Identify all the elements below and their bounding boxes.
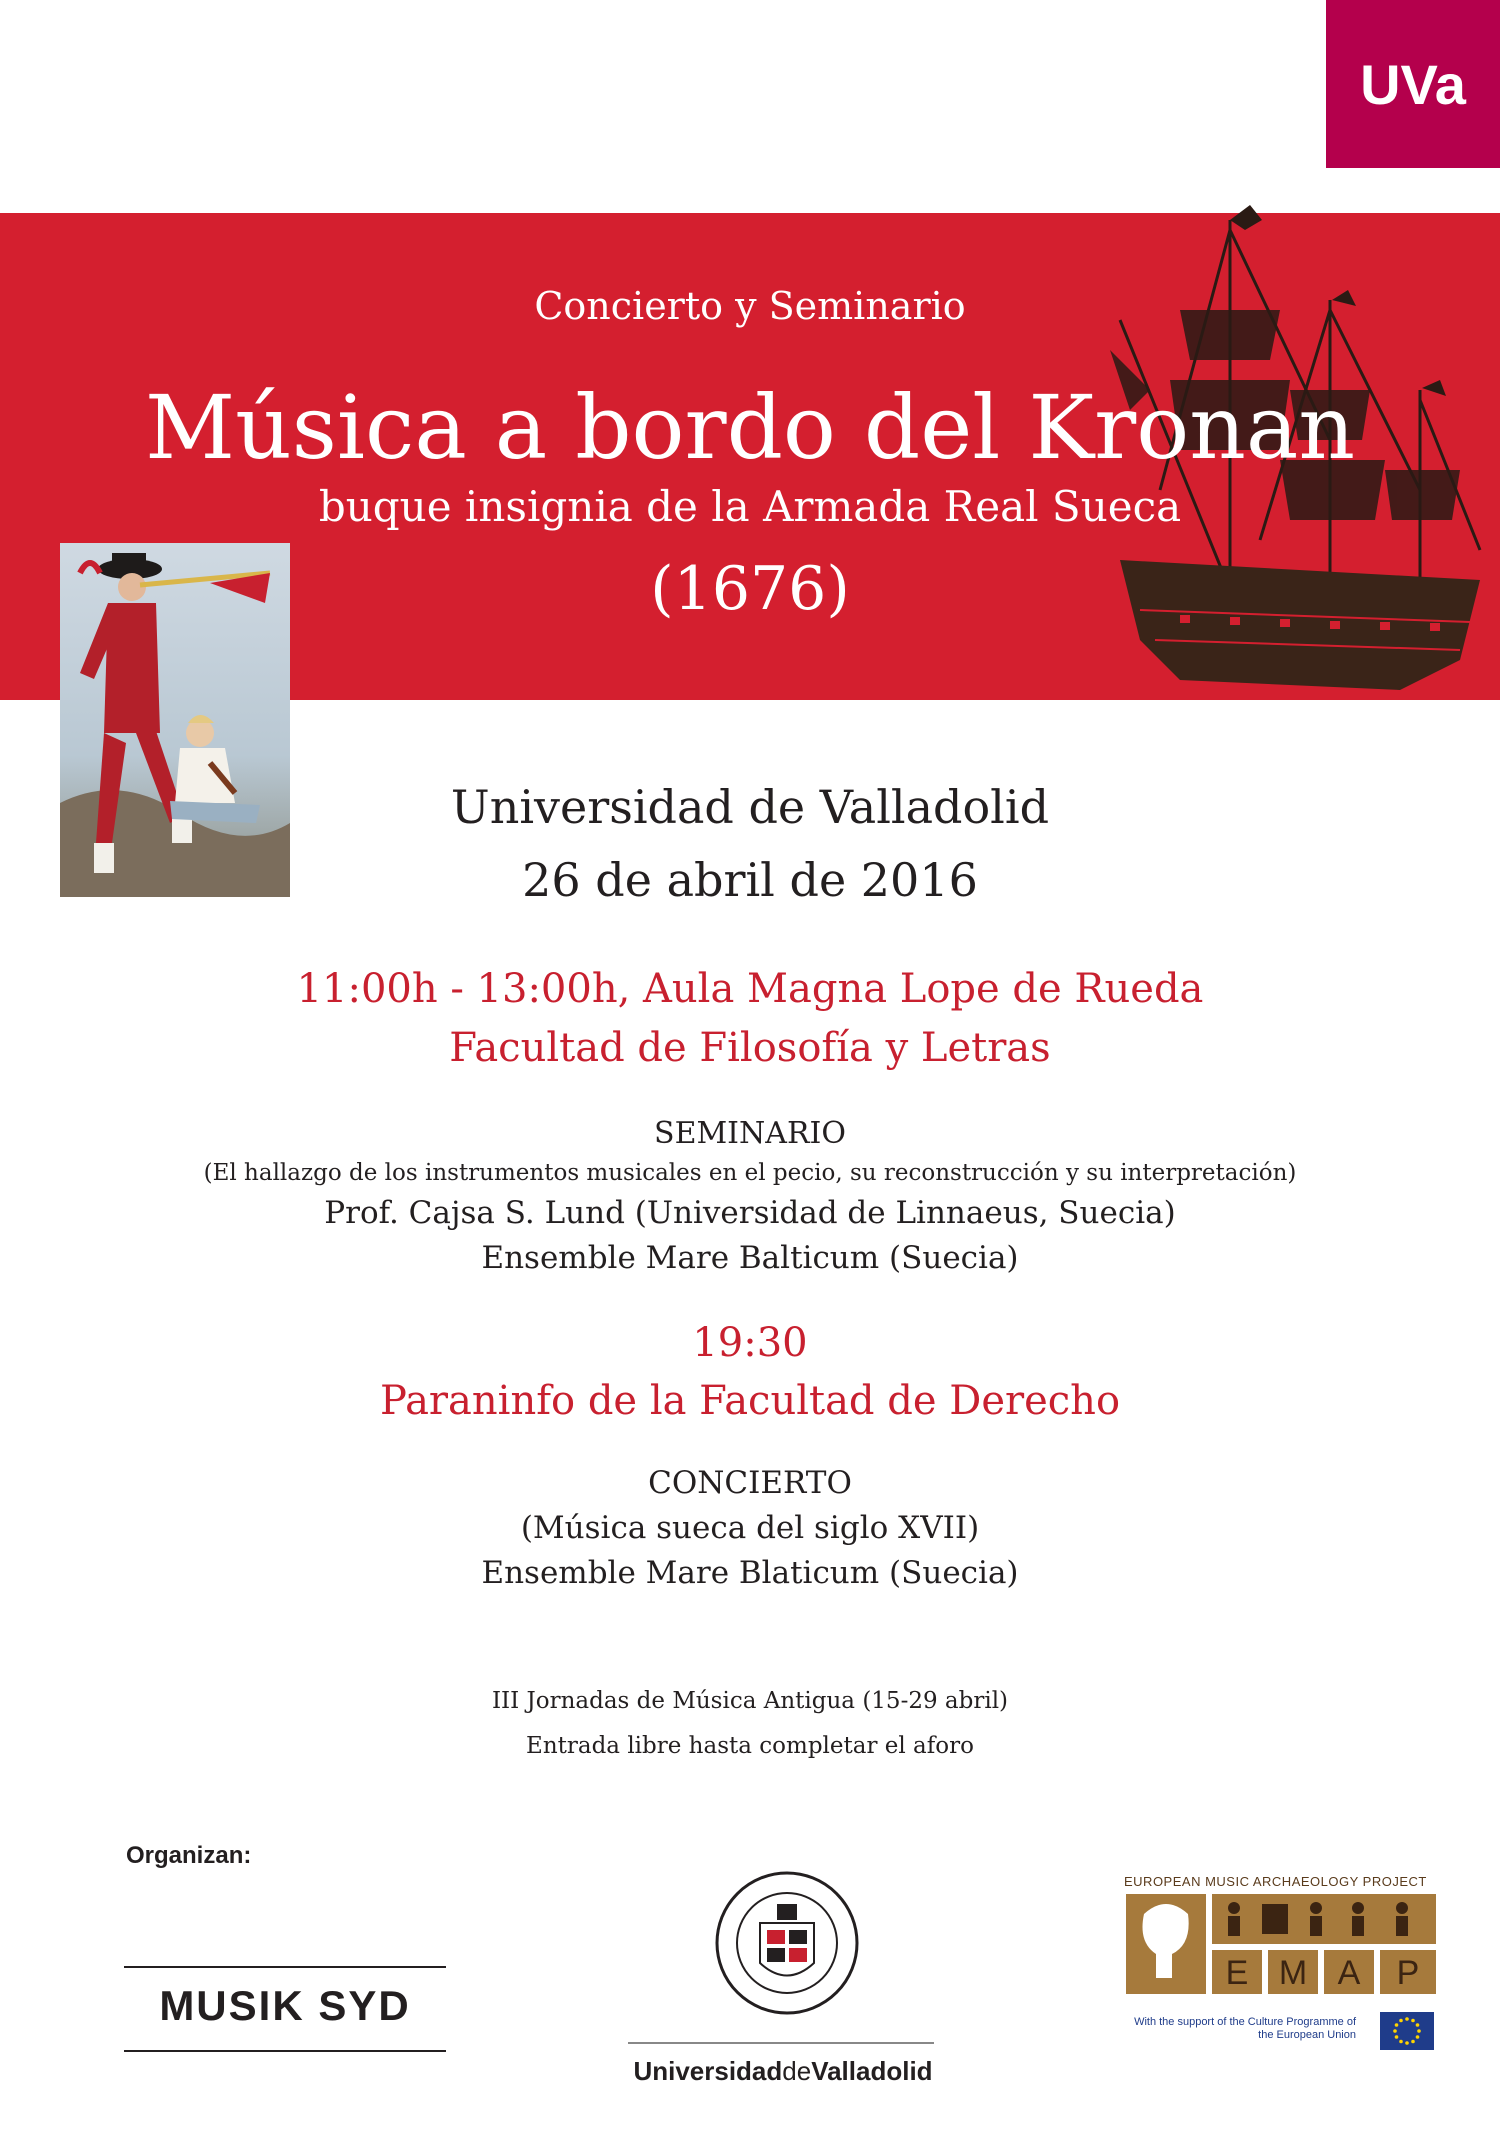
concert-time: 19:30 [692, 1320, 808, 1366]
seminar-time: 11:00h - 13:00h, Aula Magna Lope de Rueda [296, 966, 1204, 1012]
event-year: (1676) [650, 554, 850, 624]
seminar-ensemble: Ensemble Mare Balticum (Suecia) [481, 1240, 1019, 1276]
event-venue: Universidad de Valladolid [450, 780, 1050, 834]
concert-place: Paraninfo de la Facultad de Derecho [379, 1378, 1121, 1424]
seminar-heading: SEMINARIO [654, 1116, 846, 1151]
eu-support-text: With the support of the Culture Programme of the European Union [1134, 2016, 1356, 2041]
seminar-place: Facultad de Filosofía y Letras [449, 1025, 1051, 1071]
event-kicker: Concierto y Seminario [534, 284, 966, 328]
emap-letter: E [1225, 1954, 1249, 1992]
musik-syd-logo [124, 1966, 446, 2052]
emap-letter: P [1396, 1954, 1420, 1992]
emap-letter: M [1278, 1954, 1308, 1992]
event-subtitle: buque insignia de la Armada Real Sueca [318, 482, 1182, 531]
musik-syd-text: MUSIK SYD [159, 1982, 411, 2029]
organizers-label: Organizan: [126, 1842, 252, 1869]
concert-description: (Música sueca del siglo XVII) [520, 1510, 980, 1546]
concert-ensemble: Ensemble Mare Blaticum (Suecia) [481, 1555, 1019, 1591]
seminar-speaker: Prof. Cajsa S. Lund (Universidad de Linnaeus, Suecia) [324, 1195, 1176, 1231]
event-title: Música a bordo del Kronan [144, 376, 1356, 479]
eu-flag [1380, 2012, 1434, 2050]
admission-note: Entrada libre hasta completar el aforo [526, 1733, 974, 1759]
emap-letter: A [1337, 1954, 1361, 1992]
university-seal [712, 1868, 862, 2018]
emap-header: EUROPEAN MUSIC ARCHAEOLOGY PROJECT [1124, 1874, 1427, 1889]
uva-wordmark: UniversidaddeValladolid [633, 2056, 933, 2086]
uva-logo: UVa [1326, 0, 1500, 168]
concert-heading: CONCIERTO [648, 1465, 852, 1501]
series-note: III Jornadas de Música Antigua (15-29 abril) [491, 1688, 1009, 1714]
event-date: 26 de abril de 2016 [522, 853, 978, 907]
emap-logo [1126, 1894, 1436, 1994]
uva-divider [628, 2042, 934, 2044]
seminar-description: (El hallazgo de los instrumentos musicales en el pecio, su reconstrucción y su interpretación) [203, 1160, 1297, 1186]
